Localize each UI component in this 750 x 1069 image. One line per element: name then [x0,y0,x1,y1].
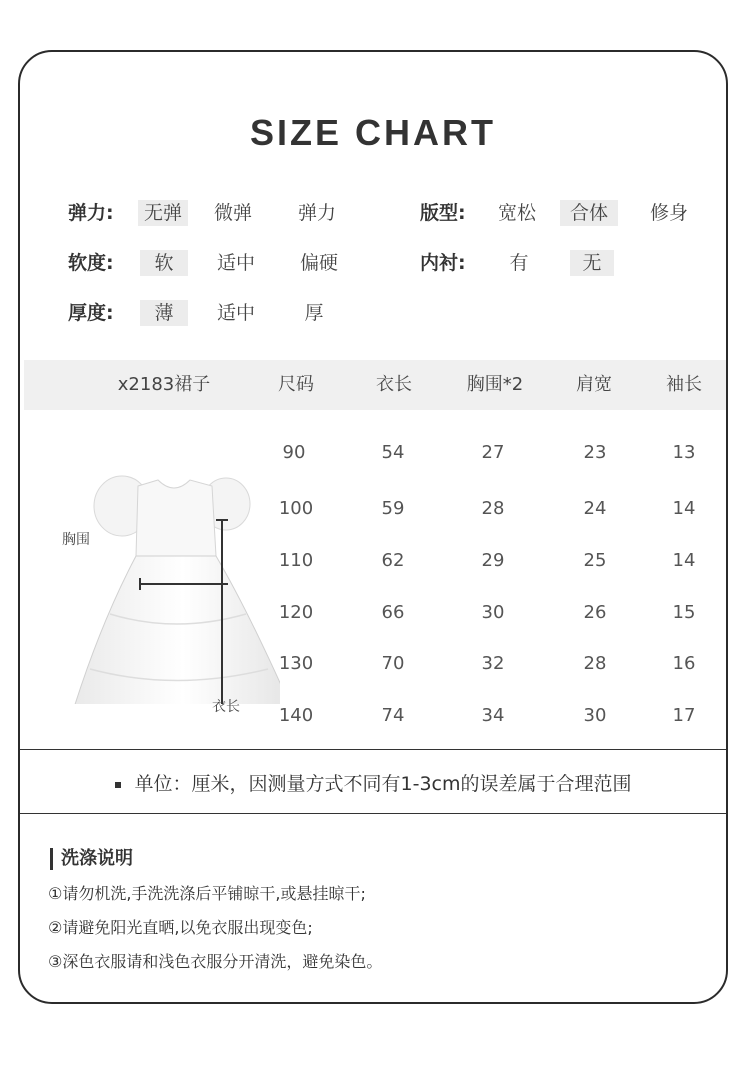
fit-option-slim: 修身 [649,202,688,224]
chest-label: 胸围 [62,532,90,548]
dress-diagram [50,464,280,704]
table-cell: 23 [583,442,607,463]
table-cell: 27 [481,442,505,463]
length-label: 衣长 [212,699,240,715]
table-cell: 13 [672,442,696,463]
fit-option-loose: 宽松 [497,202,536,224]
table-cell: 66 [381,602,405,623]
elasticity-label: 弹力: [68,202,114,224]
header-style: x2183裙子 [117,374,211,395]
elasticity-option-elastic: 弹力 [297,202,336,224]
unit-note [20,766,726,802]
divider-top [20,749,726,750]
header-shoulder: 肩宽 [576,374,612,395]
thickness-option-thin: 薄 [140,300,188,326]
table-cell: 16 [672,653,696,674]
elasticity-option-none: 无弹 [138,200,188,226]
header-sleeve: 袖长 [666,374,702,395]
table-cell: 28 [481,498,505,519]
fit-option-regular: 合体 [560,200,618,226]
table-cell: 15 [672,602,696,623]
table-cell: 54 [381,442,405,463]
table-header [24,360,726,410]
table-cell: 140 [278,705,314,726]
lining-option-yes: 有 [509,252,529,274]
size-chart-card [18,50,728,1004]
softness-label: 软度: [68,252,114,274]
table-cell: 32 [481,653,505,674]
table-cell: 34 [481,705,505,726]
softness-option-medium: 适中 [216,252,255,274]
table-cell: 90 [282,442,306,463]
fit-label: 版型: [420,202,466,224]
skirt-shape [72,556,280,704]
attr-row-2 [68,248,708,278]
table-cell: 59 [381,498,405,519]
table-cell: 30 [583,705,607,726]
table-cell: 28 [583,653,607,674]
bullet-icon [115,782,121,788]
table-cell: 17 [672,705,696,726]
washing-line-3: ③深色衣服请和浅色衣服分开清洗，避免染色。 [48,952,383,971]
lining-option-no: 无 [570,250,614,276]
table-cell: 14 [672,550,696,571]
softness-option-stiff: 偏硬 [299,252,338,274]
washing-line-2: ②请避免阳光直晒,以免衣服出现变色; [48,918,313,937]
header-size: 尺码 [278,374,314,395]
softness-option-soft: 软 [140,250,188,276]
table-cell: 70 [381,653,405,674]
attr-row-3 [68,298,708,328]
table-cell: 30 [481,602,505,623]
page-title: SIZE CHART [250,112,496,153]
table-cell: 130 [278,653,314,674]
table-cell: 25 [583,550,607,571]
table-cell: 120 [278,602,314,623]
thickness-option-thick: 厚 [304,302,324,324]
table-cell: 62 [381,550,405,571]
thickness-option-medium: 适中 [216,302,255,324]
header-length: 衣长 [376,374,412,395]
unit-note-text: 单位：厘米，因测量方式不同有1-3cm的误差属于合理范围 [134,773,632,795]
table-cell: 29 [481,550,505,571]
washing-line-1: ①请勿机洗,手洗洗涤后平铺晾干,或悬挂晾干; [48,884,366,903]
table-cell: 100 [278,498,314,519]
thickness-label: 厚度: [68,302,114,324]
attr-row-1 [68,198,708,228]
header-chest: 胸围*2 [466,374,524,395]
table-cell: 26 [583,602,607,623]
washing-title: 洗涤说明 [50,848,133,870]
bodice-shape [136,480,216,556]
table-cell: 24 [583,498,607,519]
elasticity-option-slight: 微弹 [213,202,252,224]
divider-bottom [20,813,726,814]
table-cell: 74 [381,705,405,726]
lining-label: 内衬: [420,252,466,274]
table-cell: 14 [672,498,696,519]
table-cell: 110 [278,550,314,571]
